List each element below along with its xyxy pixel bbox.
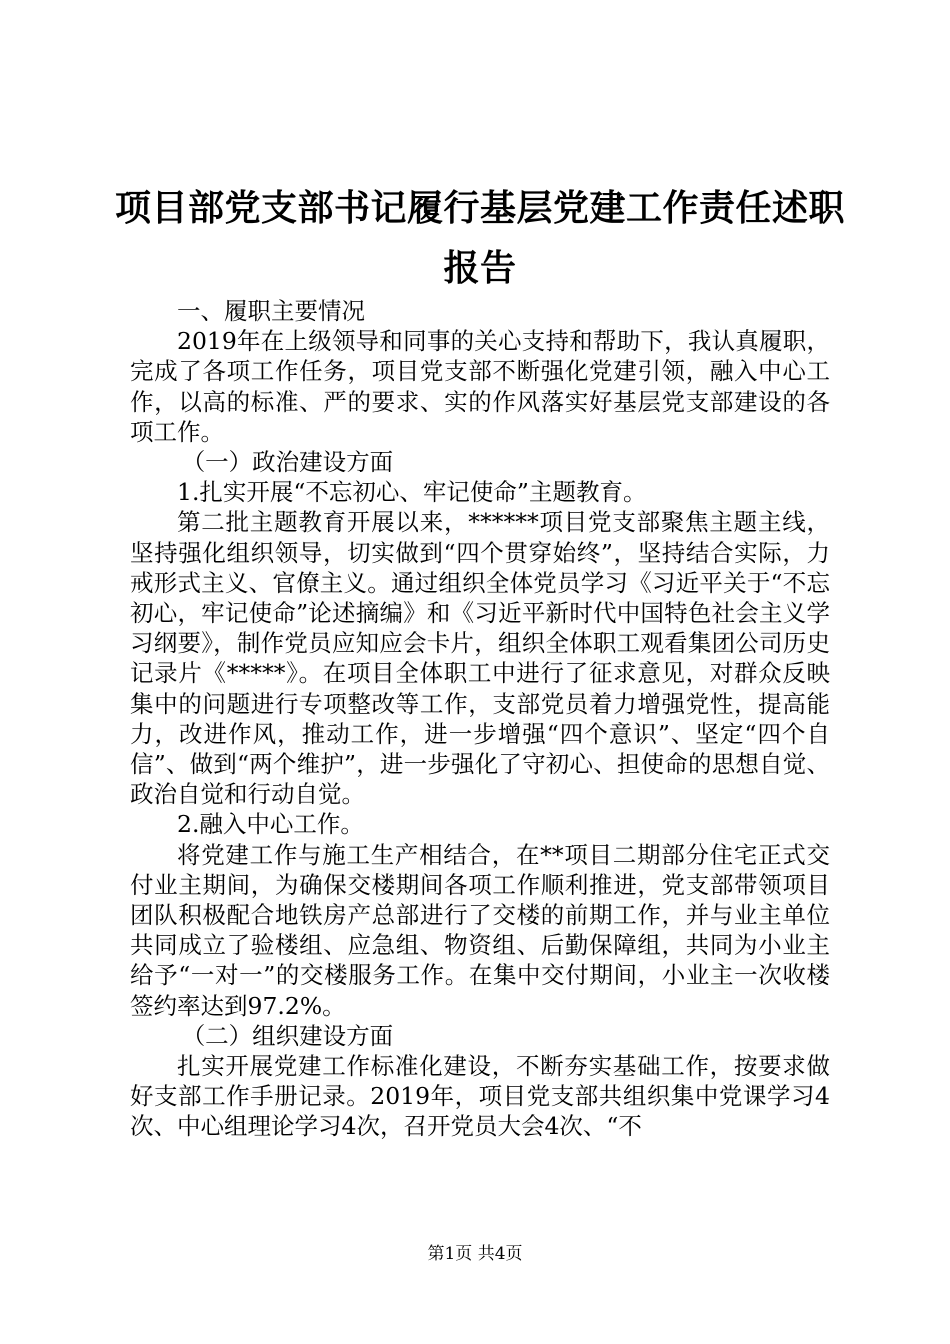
item-heading-1: 1.扎实开展“不忘初心、牢记使命”主题教育。 [177,478,647,507]
paragraph-intro: 2019年在上级领导和同事的关心支持和帮助下，我认真履职，完成了各项工作任务，项目党支部不断强化党建引领，融入中心工作，以高的标准、严的要求、实的作风落实好基层党支部建设的各项工作。 [130,327,830,446]
subsection-heading-organization: （二）组织建设方面 [181,1021,394,1050]
document-body [130,296,830,1142]
document-title-line-1: 项目部党支部书记履行基层党建工作责任述职 [114,187,845,229]
document-title-line-2: 报告 [443,247,517,289]
paragraph-standardization: 扎实开展党建工作标准化建设，不断夯实基础工作，按要求做好支部工作手册记录。2019年，项目党支部共组织集中党课学习4次、中心组理论学习4次，召开党员大会4次、“不 [130,1052,830,1141]
page-footer: 第1页 共4页 [427,1244,523,1264]
subsection-heading-political: （一）政治建设方面 [181,448,394,477]
item-heading-2: 2.融入中心工作。 [177,810,364,839]
section-heading-1: 一、履职主要情况 [177,297,365,325]
paragraph-central-work: 将党建工作与施工生产相结合，在**项目二期部分住宅正式交付业主期间，为确保交楼期间各项工作顺利推进，党支部带领项目团队积极配合地铁房产总部进行了交楼的前期工作，并与业主单位共同成立了验楼组、应急组、物资组、后勤保障组，共同为小业主给予“一对一”的交楼服务工作。在集中交付期间，小业主一次收楼签约率达到97.2%。 [130,840,830,1020]
paragraph-theme-education: 第二批主题教育开展以来，******项目党支部聚焦主题主线，坚持强化组织领导，切实做到“四个贯穿始终”，坚持结合实际，力戒形式主义、官僚主义。通过组织全体党员学习《习近平关于“不忘初心，牢记使命”论述摘编》和《习近平新时代中国特色社会主义学习纲要》，制作党员应知应会卡片，组织全体职工观看集团公司历史记录片《*****》。在项目全体职工中进行了征求意见，对群众反映集中的问题进行专项整改等工作，支部党员着力增强党性，提高能力，改进作风，推动工作，进一步增强“四个意识”、坚定“四个自信”、做到“两个维护”，进一步强化了守初心、担使命的思想自觉、政治自觉和行动自觉。 [130,508,830,809]
